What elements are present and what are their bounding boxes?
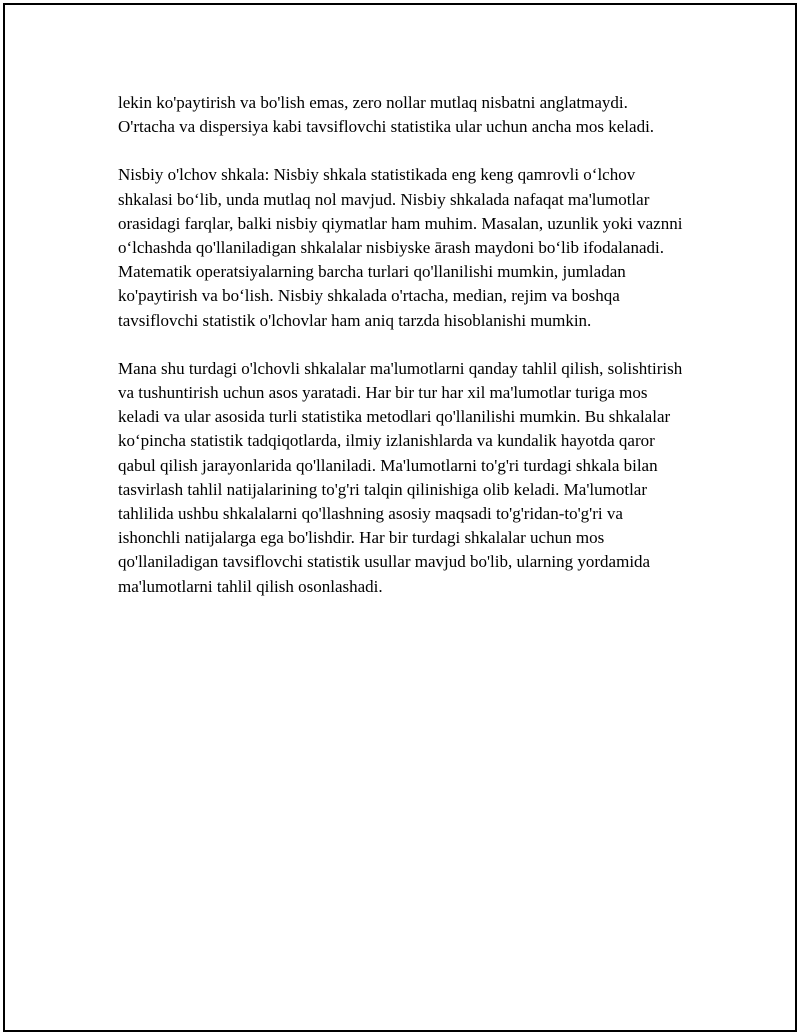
paragraph-summary: Mana shu turdagi o'lchovli shkalalar ma'lumotlarni qanday tahlil qilish, solishtirish va tushuntirish uchun asos yaratadi. Har bir tur har xil ma'lumotlar turiga mos keladi va ular asosida turli statistika metodlari qo'llanilishi mumkin. Bu shkalalar ko‘pincha statistik tadqiqotlarda, ilmiy izlanishlarda va kundalik hayotda qaror qabul qilish jarayonlarida qo'llaniladi. Ma'lumotlarni to'g'ri turdagi shkala bilan tasvirlash tahlil natijalarining to'g'ri talqin qilinishiga olib keladi. Ma'lumotlar tahlilida ushbu shkalalarni qo'llashning asosiy maqsadi to'g'ridan-to'g'ri va ishonchli natijalarga ega bo'lishdir. Har bir turdagi shkalalar uchun mos qo'llaniladigan tavsiflovchi statistik usullar mavjud bo'lib, ularning yordamida ma'lumotlarni tahlil qilish osonlashadi. <box>118 358 683 596</box>
paragraph-continuation: lekin ko'paytirish va bo'lish emas, zero nollar mutlaq nisbatni anglatmaydi. O'rtacha va dispersiya kabi tavsiflovchi statistika ular uchun ancha mos keladi. <box>118 93 655 137</box>
document-body <box>118 91 688 623</box>
paragraph-ratio-scale: Nisbiy o'lchov shkala: Nisbiy shkala statistikada eng keng qamrovli o‘lchov shkalasi bo‘lib, unda mutlaq nol mavjud. Nisbiy shkalada nafaqat ma'lumotlar orasidagi farqlar, balki nisbiy qiymatlar ham muhim. Masalan, uzunlik yoki vaznni o‘lchashda qo'llaniladigan shkalalar nisbiyske ārash maydoni bo‘lib ifodalanadi. Matematik operatsiyalarning barcha turlari qo'llanilishi mumkin, jumladan ko'paytirish va bo‘lish. Nisbiy shkalada o'rtacha, median, rejim va boshqa tavsiflovchi statistik o'lchovlar ham aniq tarzda hisoblanishi mumkin. <box>118 165 683 330</box>
